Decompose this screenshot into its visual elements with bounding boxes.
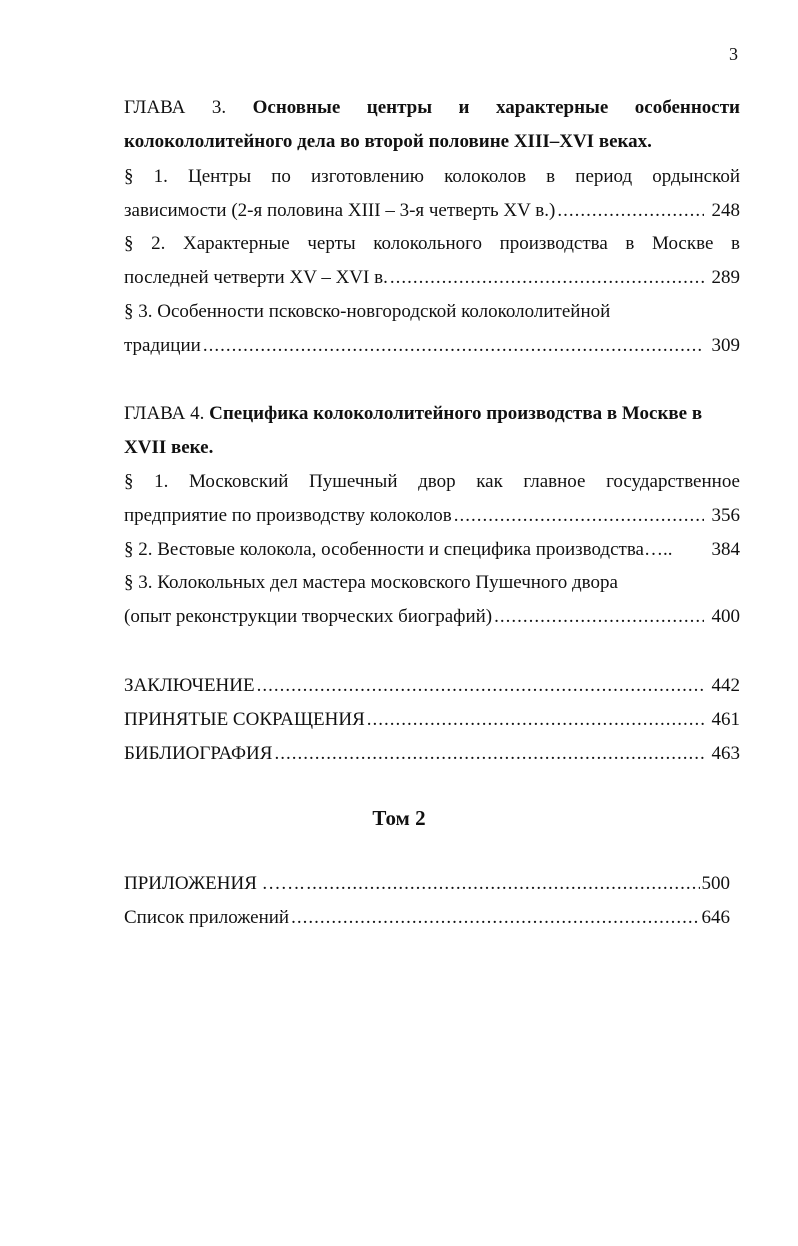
- toc-3-1-entry[interactable]: [124, 199, 740, 223]
- toc-4-2-entry[interactable]: [124, 538, 740, 562]
- toc-3-1-line-2: зависимости (2-я половина XIII – 3-я четверть XV в.): [124, 200, 556, 221]
- leader-dots: [454, 504, 704, 528]
- page-number: 3: [729, 44, 738, 64]
- toc-4-1-line-1: § 1. Московский Пушечный двор как главное государственное: [124, 471, 740, 492]
- toc-3-2-entry[interactable]: [124, 266, 740, 290]
- toc-3-2-line-2: последней четверти XV – XVI в.: [124, 267, 388, 288]
- toc-4-3-line-1: § 3. Колокольных дел мастера московского Пушечного двора: [124, 572, 618, 593]
- chapter-3-title-part-1: Основные центры и характерные особенности: [252, 97, 740, 118]
- chapter-4-title-part-2: XVII веке.: [124, 437, 214, 458]
- toc-3-3-entry[interactable]: [124, 334, 740, 358]
- toc-conclusion[interactable]: [124, 674, 740, 698]
- toc-3-2-line-1: § 2. Характерные черты колокольного производства в Москве в: [124, 233, 740, 254]
- toc-4-3-entry[interactable]: [124, 605, 740, 629]
- toc-4-3-line-2: (опыт реконструкции творческих биографий): [124, 606, 493, 627]
- toc-abbreviations[interactable]: [124, 708, 740, 732]
- toc-abbreviations-page: 461: [711, 709, 740, 730]
- leader-dots: [557, 199, 703, 223]
- leader-dots: [274, 742, 703, 766]
- chapter-4-label: ГЛАВА 4.: [124, 403, 205, 424]
- toc-abbreviations-label: ПРИНЯТЫЕ СОКРАЩЕНИЯ: [124, 709, 365, 730]
- toc-3-3-line-1: § 3. Особенности псковско-новгородской колокололитейной: [124, 301, 611, 322]
- toc-conclusion-page: 442: [711, 675, 740, 696]
- toc-conclusion-label: ЗАКЛЮЧЕНИЕ: [124, 675, 255, 696]
- toc-3-3-line-2: традиции: [124, 335, 201, 356]
- toc-4-1-page: 356: [711, 505, 740, 526]
- chapter-3-title-part-2: колокололитейного дела во второй половине XIII–XVI веках.: [124, 131, 652, 152]
- toc-appendix-list[interactable]: [124, 906, 730, 930]
- toc-4-1-line-2: предприятие по производству колоколов: [124, 505, 452, 526]
- toc-3-1-page: 248: [711, 200, 740, 221]
- toc-3-3-page: 309: [711, 335, 740, 356]
- toc-appendices-label: ПРИЛОЖЕНИЯ …….: [124, 873, 305, 894]
- leader-dots: [367, 708, 704, 732]
- leader-dots: [306, 872, 699, 896]
- volume-2-title: Том 2: [372, 806, 426, 830]
- toc-appendices[interactable]: [124, 872, 730, 896]
- toc-4-3-page: 400: [711, 606, 740, 627]
- chapter-4-title-part-1: Специфика колокололитейного производства в Москве в: [209, 403, 703, 424]
- leader-dots: [257, 674, 704, 698]
- leader-dots: [203, 334, 704, 358]
- chapter-3-label: ГЛАВА 3.: [124, 97, 227, 118]
- toc-bibliography-page: 463: [711, 743, 740, 764]
- toc-4-2-line-1: § 2. Вестовые колокола, особенности и специфика производства…..: [124, 539, 673, 560]
- toc-bibliography-label: БИБЛИОГРАФИЯ: [124, 743, 273, 764]
- toc-3-1-line-1: § 1. Центры по изготовлению колоколов в период ордынской: [124, 166, 740, 187]
- leader-dots: [291, 906, 699, 930]
- toc-appendix-list-label: Список приложений: [124, 907, 290, 928]
- toc-4-1-entry[interactable]: [124, 504, 740, 528]
- chapter-4-heading-line-1: [124, 402, 740, 426]
- chapter-3-heading-line-1: [124, 96, 740, 120]
- leader-dots: [494, 605, 703, 629]
- toc-3-2-page: 289: [711, 267, 740, 288]
- toc-bibliography[interactable]: [124, 742, 740, 766]
- toc-4-2-page: 384: [711, 539, 740, 560]
- toc-appendices-page: 500: [701, 873, 730, 894]
- toc-appendix-list-page: 646: [701, 907, 730, 928]
- leader-dots: [390, 266, 704, 290]
